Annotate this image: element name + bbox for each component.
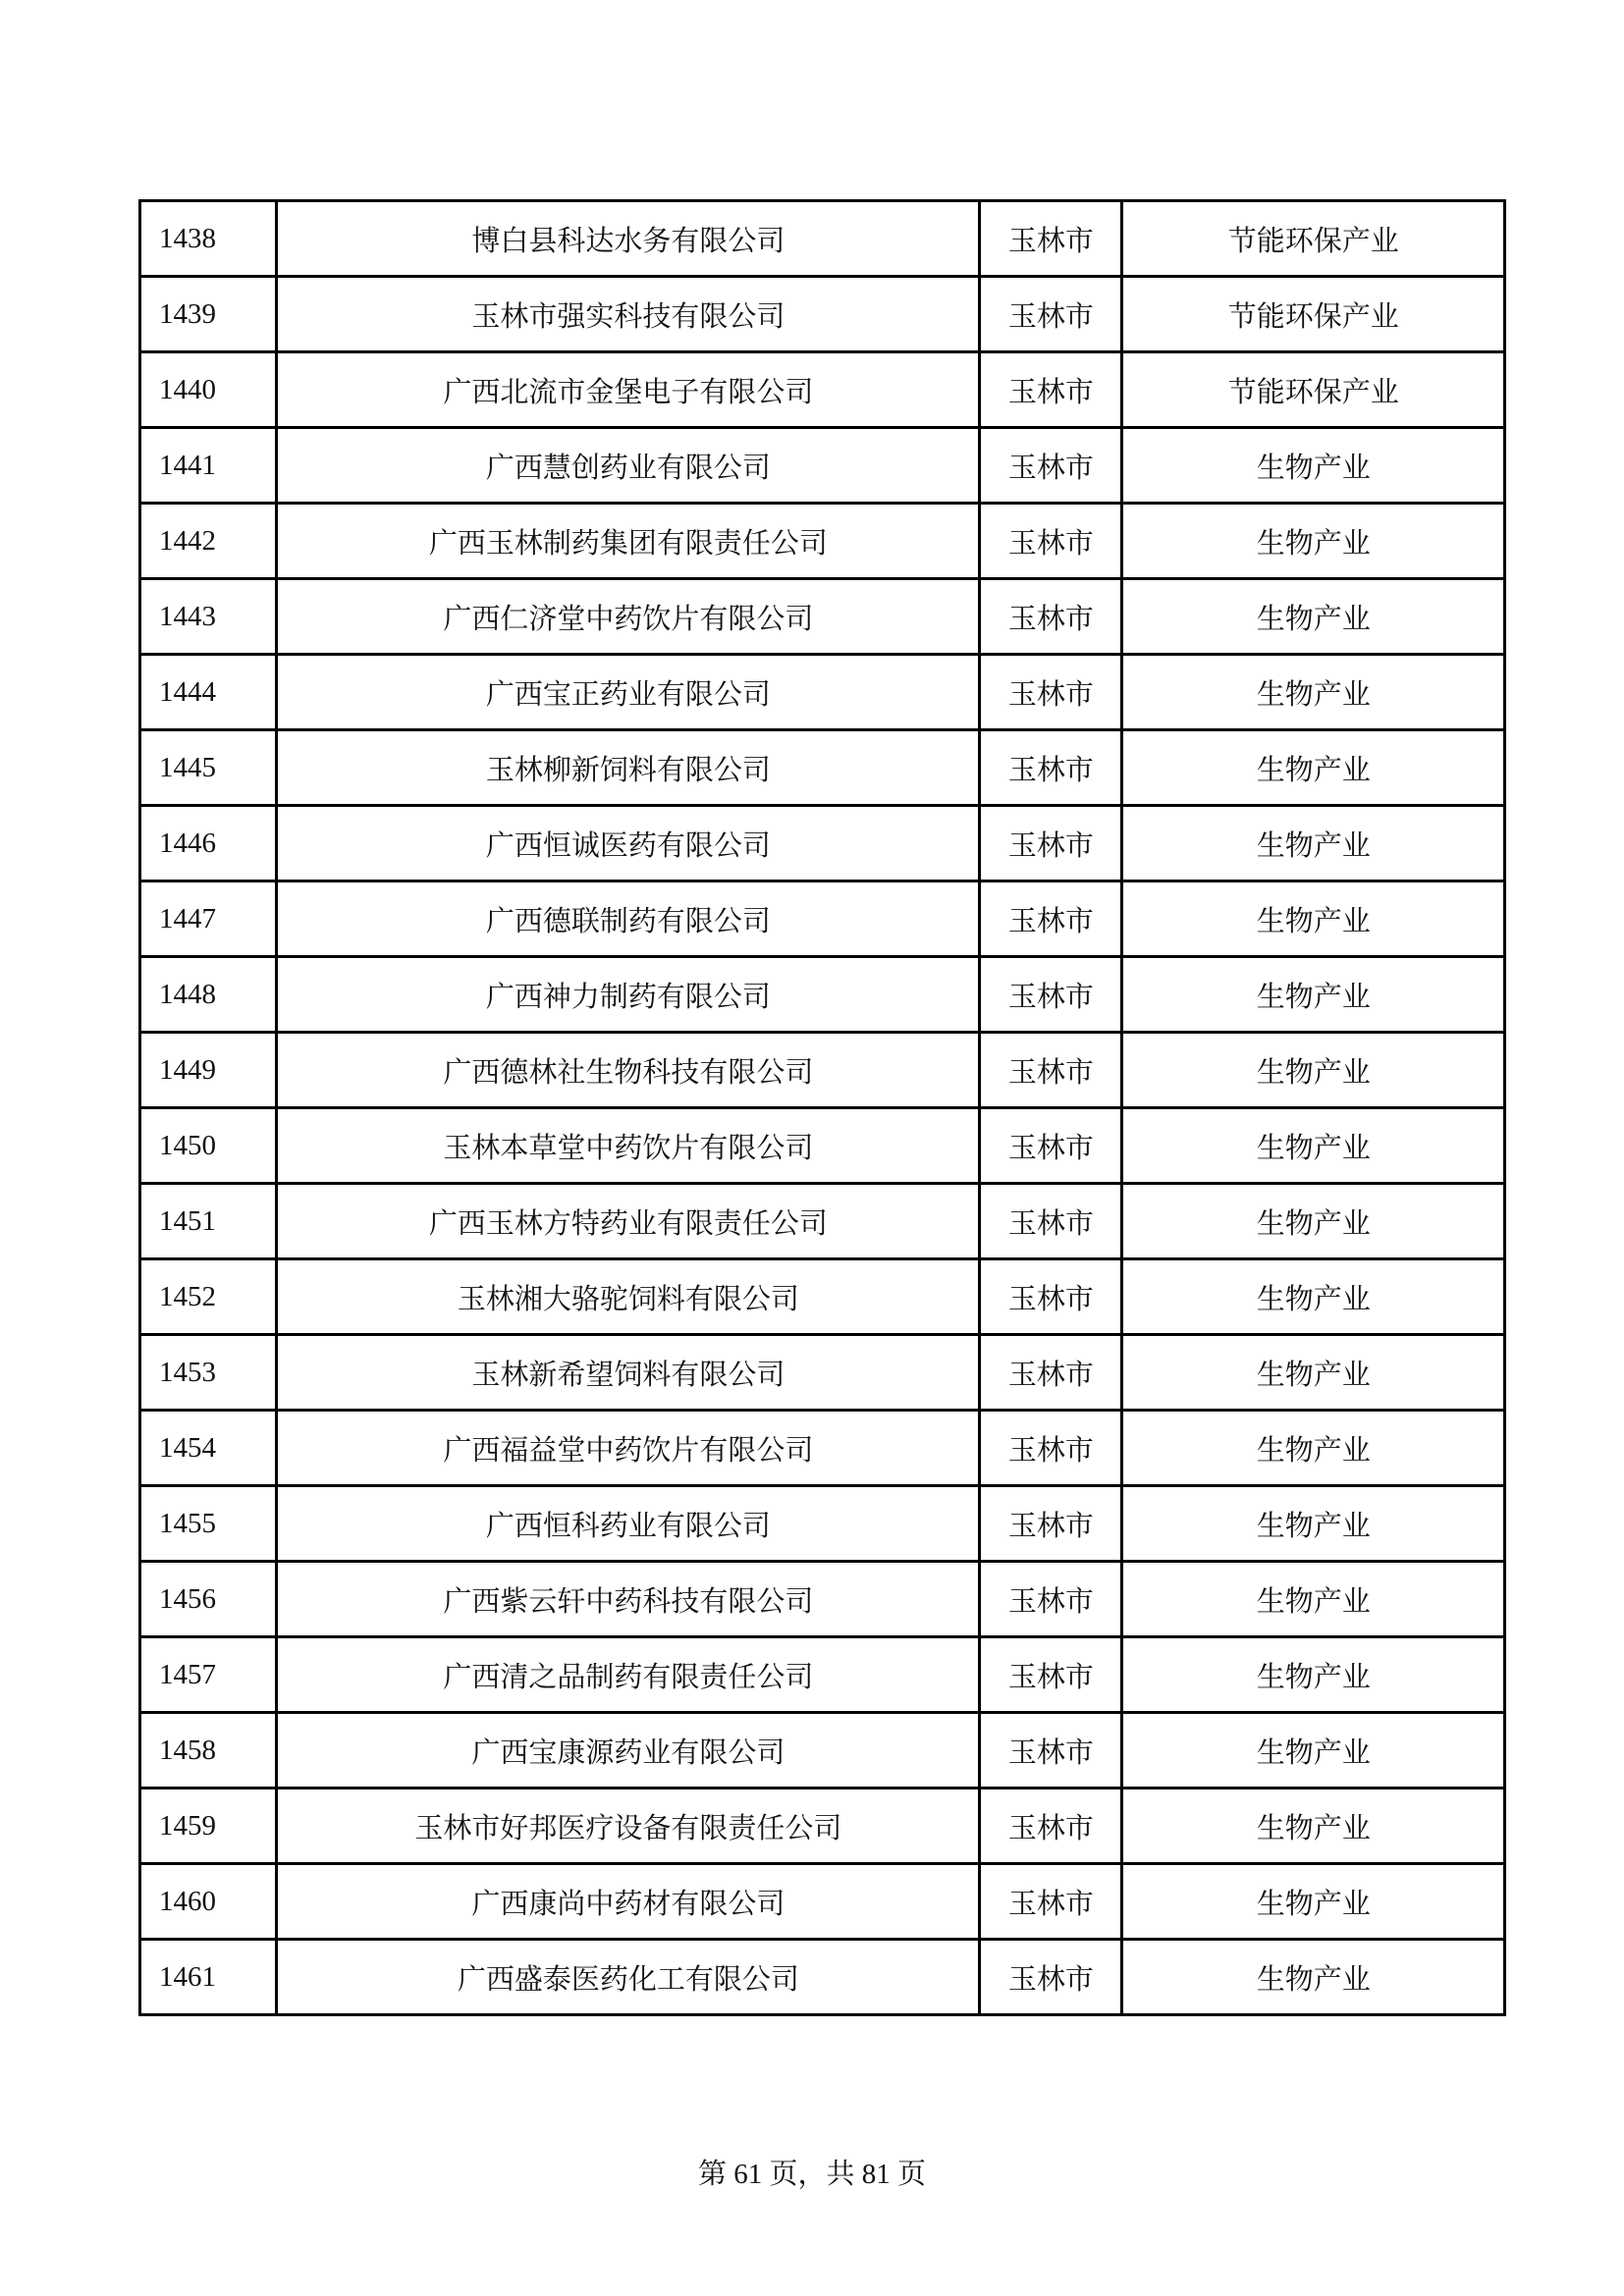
row-number-cell: 1442 bbox=[140, 504, 277, 579]
table-row bbox=[140, 730, 1505, 806]
table-row bbox=[140, 1335, 1505, 1411]
industry-cell: 生物产业 bbox=[1122, 1259, 1505, 1335]
industry-cell: 生物产业 bbox=[1122, 881, 1505, 957]
row-number-cell: 1438 bbox=[140, 201, 277, 277]
table-row bbox=[140, 1637, 1505, 1713]
city-cell: 玉林市 bbox=[980, 1033, 1122, 1108]
city-cell: 玉林市 bbox=[980, 1108, 1122, 1184]
industry-cell: 生物产业 bbox=[1122, 1713, 1505, 1789]
company-name-cell: 广西清之品制药有限责任公司 bbox=[277, 1637, 980, 1713]
table-row bbox=[140, 1789, 1505, 1864]
city-cell: 玉林市 bbox=[980, 1713, 1122, 1789]
company-name-cell: 广西盛泰医药化工有限公司 bbox=[277, 1940, 980, 2015]
table-row bbox=[140, 277, 1505, 352]
row-number-cell: 1446 bbox=[140, 806, 277, 881]
table-row bbox=[140, 1411, 1505, 1486]
industry-cell: 节能环保产业 bbox=[1122, 201, 1505, 277]
city-cell: 玉林市 bbox=[980, 1411, 1122, 1486]
city-cell: 玉林市 bbox=[980, 730, 1122, 806]
city-cell: 玉林市 bbox=[980, 655, 1122, 730]
table-row bbox=[140, 428, 1505, 504]
row-number-cell: 1440 bbox=[140, 352, 277, 428]
company-name-cell: 广西宝正药业有限公司 bbox=[277, 655, 980, 730]
industry-cell: 节能环保产业 bbox=[1122, 277, 1505, 352]
company-name-cell: 广西德联制药有限公司 bbox=[277, 881, 980, 957]
company-name-cell: 广西宝康源药业有限公司 bbox=[277, 1713, 980, 1789]
company-name-cell: 广西康尚中药材有限公司 bbox=[277, 1864, 980, 1940]
company-name-cell: 玉林市强实科技有限公司 bbox=[277, 277, 980, 352]
industry-cell: 生物产业 bbox=[1122, 1108, 1505, 1184]
row-number-cell: 1452 bbox=[140, 1259, 277, 1335]
row-number-cell: 1461 bbox=[140, 1940, 277, 2015]
row-number-cell: 1441 bbox=[140, 428, 277, 504]
company-name-cell: 广西仁济堂中药饮片有限公司 bbox=[277, 579, 980, 655]
city-cell: 玉林市 bbox=[980, 881, 1122, 957]
industry-cell: 生物产业 bbox=[1122, 428, 1505, 504]
company-name-cell: 博白县科达水务有限公司 bbox=[277, 201, 980, 277]
city-cell: 玉林市 bbox=[980, 1864, 1122, 1940]
row-number-cell: 1447 bbox=[140, 881, 277, 957]
row-number-cell: 1458 bbox=[140, 1713, 277, 1789]
company-name-cell: 玉林市好邦医疗设备有限责任公司 bbox=[277, 1789, 980, 1864]
table-row bbox=[140, 957, 1505, 1033]
table-row bbox=[140, 806, 1505, 881]
table-row bbox=[140, 1033, 1505, 1108]
table-row bbox=[140, 504, 1505, 579]
table-row bbox=[140, 1864, 1505, 1940]
industry-cell: 生物产业 bbox=[1122, 957, 1505, 1033]
industry-cell: 生物产业 bbox=[1122, 504, 1505, 579]
row-number-cell: 1448 bbox=[140, 957, 277, 1033]
industry-cell: 生物产业 bbox=[1122, 1789, 1505, 1864]
table-row bbox=[140, 1184, 1505, 1259]
city-cell: 玉林市 bbox=[980, 428, 1122, 504]
industry-cell: 生物产业 bbox=[1122, 579, 1505, 655]
city-cell: 玉林市 bbox=[980, 1335, 1122, 1411]
company-name-cell: 广西玉林制药集团有限责任公司 bbox=[277, 504, 980, 579]
row-number-cell: 1459 bbox=[140, 1789, 277, 1864]
table-row bbox=[140, 201, 1505, 277]
company-list-table bbox=[138, 199, 1506, 2016]
table-row bbox=[140, 1259, 1505, 1335]
company-name-cell: 广西北流市金堡电子有限公司 bbox=[277, 352, 980, 428]
city-cell: 玉林市 bbox=[980, 1940, 1122, 2015]
table-row bbox=[140, 1108, 1505, 1184]
industry-cell: 生物产业 bbox=[1122, 1335, 1505, 1411]
table-row bbox=[140, 352, 1505, 428]
city-cell: 玉林市 bbox=[980, 504, 1122, 579]
city-cell: 玉林市 bbox=[980, 579, 1122, 655]
page-number: 第 61 页，共 81 页 bbox=[697, 2159, 926, 2190]
industry-cell: 生物产业 bbox=[1122, 1864, 1505, 1940]
company-name-cell: 广西福益堂中药饮片有限公司 bbox=[277, 1411, 980, 1486]
city-cell: 玉林市 bbox=[980, 1637, 1122, 1713]
industry-cell: 生物产业 bbox=[1122, 730, 1505, 806]
company-name-cell: 玉林湘大骆驼饲料有限公司 bbox=[277, 1259, 980, 1335]
city-cell: 玉林市 bbox=[980, 352, 1122, 428]
table-row bbox=[140, 881, 1505, 957]
row-number-cell: 1445 bbox=[140, 730, 277, 806]
industry-cell: 生物产业 bbox=[1122, 1637, 1505, 1713]
company-name-cell: 广西恒诚医药有限公司 bbox=[277, 806, 980, 881]
row-number-cell: 1454 bbox=[140, 1411, 277, 1486]
row-number-cell: 1443 bbox=[140, 579, 277, 655]
industry-cell: 生物产业 bbox=[1122, 806, 1505, 881]
city-cell: 玉林市 bbox=[980, 806, 1122, 881]
row-number-cell: 1439 bbox=[140, 277, 277, 352]
city-cell: 玉林市 bbox=[980, 957, 1122, 1033]
city-cell: 玉林市 bbox=[980, 1789, 1122, 1864]
table-row bbox=[140, 1562, 1505, 1637]
row-number-cell: 1456 bbox=[140, 1562, 277, 1637]
table-row bbox=[140, 579, 1505, 655]
industry-cell: 生物产业 bbox=[1122, 1411, 1505, 1486]
table-row bbox=[140, 655, 1505, 730]
city-cell: 玉林市 bbox=[980, 277, 1122, 352]
company-name-cell: 广西紫云轩中药科技有限公司 bbox=[277, 1562, 980, 1637]
row-number-cell: 1453 bbox=[140, 1335, 277, 1411]
industry-cell: 生物产业 bbox=[1122, 1562, 1505, 1637]
city-cell: 玉林市 bbox=[980, 1184, 1122, 1259]
company-name-cell: 玉林新希望饲料有限公司 bbox=[277, 1335, 980, 1411]
company-name-cell: 玉林柳新饲料有限公司 bbox=[277, 730, 980, 806]
table-row bbox=[140, 1713, 1505, 1789]
row-number-cell: 1449 bbox=[140, 1033, 277, 1108]
row-number-cell: 1451 bbox=[140, 1184, 277, 1259]
table-row bbox=[140, 1940, 1505, 2015]
company-name-cell: 广西玉林方特药业有限责任公司 bbox=[277, 1184, 980, 1259]
city-cell: 玉林市 bbox=[980, 1486, 1122, 1562]
company-name-cell: 广西德林社生物科技有限公司 bbox=[277, 1033, 980, 1108]
company-name-cell: 广西慧创药业有限公司 bbox=[277, 428, 980, 504]
industry-cell: 生物产业 bbox=[1122, 1033, 1505, 1108]
company-name-cell: 广西神力制药有限公司 bbox=[277, 957, 980, 1033]
city-cell: 玉林市 bbox=[980, 201, 1122, 277]
row-number-cell: 1444 bbox=[140, 655, 277, 730]
city-cell: 玉林市 bbox=[980, 1259, 1122, 1335]
company-name-cell: 玉林本草堂中药饮片有限公司 bbox=[277, 1108, 980, 1184]
row-number-cell: 1460 bbox=[140, 1864, 277, 1940]
company-name-cell: 广西恒科药业有限公司 bbox=[277, 1486, 980, 1562]
industry-cell: 生物产业 bbox=[1122, 1486, 1505, 1562]
city-cell: 玉林市 bbox=[980, 1562, 1122, 1637]
row-number-cell: 1457 bbox=[140, 1637, 277, 1713]
industry-cell: 生物产业 bbox=[1122, 655, 1505, 730]
industry-cell: 节能环保产业 bbox=[1122, 352, 1505, 428]
table-row bbox=[140, 1486, 1505, 1562]
table-body bbox=[140, 201, 1505, 2015]
industry-cell: 生物产业 bbox=[1122, 1940, 1505, 2015]
row-number-cell: 1455 bbox=[140, 1486, 277, 1562]
row-number-cell: 1450 bbox=[140, 1108, 277, 1184]
industry-cell: 生物产业 bbox=[1122, 1184, 1505, 1259]
